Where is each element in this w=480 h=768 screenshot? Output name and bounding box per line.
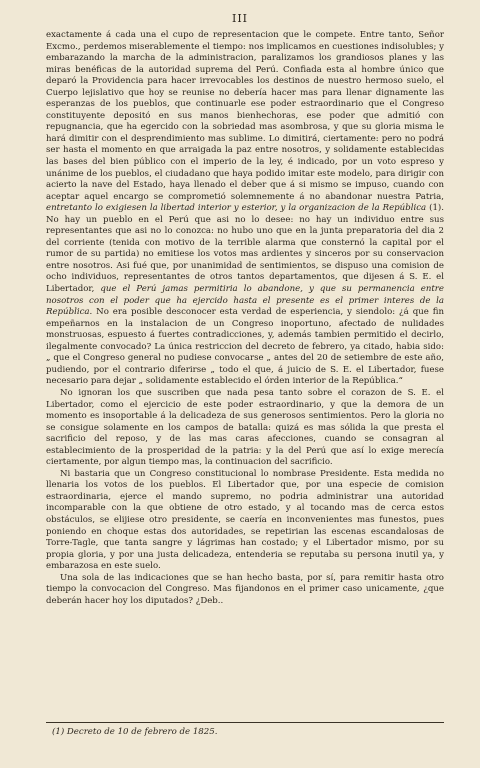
- paragraph-text: exactamente á cada una el cupo de representacion que le compete. Entre tanto, Señor Excmo., perdemos miserablemente el tiempo: nos implicamos en cuestiones indisolubles; y embarazando la marcha de la administracion, paralizamos los grandiosos planes y las miras benéficas de la autoridad suprema del Perú. Confiada esta al hombre único que deparó la Providencia para hacer irrevocables los destinos de nuestro hermoso suelo, el Cuerpo lejislativo que hoy se reunise no debería hacer mas para llenar dignamente las esperanzas de los pueblos, que continuarle ese poder estraordinario que el Congreso constituyente depositó en sus manos bienhechoras, ese poder que admitió con repugnancia, que ha egercido con la sobriedad mas asombrosa, y que su gloria misma le hará dimitir con el desprendimiento mas sublime. Lo dimitirá, ciertamente: pero no podrá ser hasta el momento en que arraigada la paz entre nosotros, y solidamente establecidas las bases del bien público con el imperio de la ley, é indicado, por un voto espreso y unánime de los pueblos, el ciudadano que haya podido imitar este modelo, para dirigir con acierto la nave del Estado, haya llenado el deber que á si mismo se impuso, cuando con aceptar aquel encargo se comprometió solemnemente á no abandonar nuestra Patria,: [46, 30, 444, 202]
- paragraph: [46, 30, 444, 388]
- footnote-rule: [46, 722, 444, 723]
- paragraph: [46, 573, 444, 608]
- paragraph-text: (1). No hay un pueblo en el Perú que asi no lo desee: no hay un individuo entre sus representantes que asi no lo conozca: no hubo uno que en la junta preparatoria del dia 2 del corriente (tenida con motivo de la terrible alarma que consternó la capital por el rumor de su partida) no emitiese los votos mas ardientes y sinceros por su conservacion entre nosotros. Asi fué que, por unanimidad de sentimientos, se dispuso una comision de ocho individuos, representantes de otros tantos departamentos, que dijesen á S. E. el Libertador,: [46, 203, 445, 295]
- footnote: (1) Decreto de 10 de febrero de 1825.: [52, 727, 218, 737]
- italic-text: que el Perú jamas permitiria lo abandone, y que su permanencia entre nosotros con el poder que ha ejercido hasta el presente es el primer interes de la República.: [46, 284, 444, 318]
- paragraph: [46, 388, 444, 469]
- paragraph: [46, 469, 444, 573]
- paragraph-text: No ignoran los que suscriben que nada pesa tanto sobre el corazon de S. E. el Libertador, como el ejercicio de este poder estraordinario, y que la demora de un momento es insoportable á la delicadeza de sus generosos sentimientos. Pero la gloria no se consigue solamente en los campos de batalla: quizá es mas sólida la que presta el sacrificio del reposo, y de las mas caras afecciones, cuando se consagran al establecimiento de la prosperidad de la patria: y la del Perú que así lo exige merecía ciertamente, por algun tiempo mas, la continuacion del sacrificio.: [46, 387, 444, 468]
- body-text: [46, 30, 444, 607]
- paragraph-text: No era posible desconocer esta verdad de esperiencia, y siendolo: ¿á que fin empeñarnos en la instalacion de un Congreso inoportuno, afectado de nulidades monstruosas, espuesto á fuertes contradicciones, y, además tambien permitido el decirlo, ilegalmente convocado? La única restriccion del decreto de febrero, ya citado, habia sido: „ que el Congreso general no pudiese convocarse „ antes del 20 de setiembre de este año, pudiendo, por el contrario diferirse „ todo el que, á juicio de S. E. el Libertador, fuese necesario para dejar „ solidamente establecido el órden interior de la República.“: [46, 307, 444, 387]
- page-number: III: [231, 12, 249, 25]
- paragraph-text: Ni bastaria que un Congreso constitucional lo nombrase Presidente. Esta medida no llenaria los votos de los pueblos. El Libertador que, por una especie de comision estraordinaria, ejerce el mando supremo, no podria administrar una autoridad incomparable con la que obtiene de otro estado, y al tocando mas de cerca estos obstáculos, se elijiese otro presidente, se caería en inconvenientes mas funestos, pues poniendo en choque estas dos autoridades, se repetirian las escenas escandalosas de Torre-Tagle, que tanta sangre y lágrimas han costado; y el Libertador mismo, por su propia gloria, y por una justa delicadeza, entenderia se reputaba su persona inutil ya, y embarazosa en este suelo.: [46, 468, 444, 572]
- paragraph-text: Una sola de las indicaciones que se han hecho basta, por sí, para remitir hasta otro tiempo la convocacion del Congreso. Mas fijandonos en el primer caso unicamente, ¿que deberán hacer hoy los diputados? ¿Deb..: [46, 572, 444, 606]
- italic-text: entretanto lo exigiesen la libertad interior y esterior, y la organizacion de la República: [46, 203, 427, 214]
